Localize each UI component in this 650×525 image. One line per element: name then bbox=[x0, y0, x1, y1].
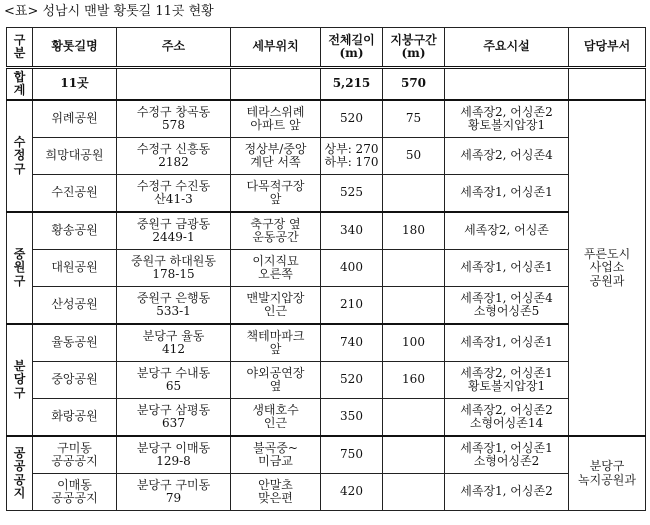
row-address: 분당구 삼평동 637 bbox=[117, 399, 231, 437]
district-bundang: 분 당 구 bbox=[7, 324, 33, 436]
header-detail: 세부위치 bbox=[231, 28, 321, 68]
row-facilities: 세족장2, 어싱존2 황토볼지압장1 bbox=[445, 100, 569, 138]
row-name: 희망대공원 bbox=[33, 138, 117, 175]
row-address: 수정구 신흥동 2182 bbox=[117, 138, 231, 175]
header-name: 황톳길명 bbox=[33, 28, 117, 68]
row-facilities: 세족장2, 어싱존2 소형어싱존14 bbox=[445, 399, 569, 437]
row-wet-section bbox=[383, 474, 445, 511]
row-detail: 테라스위례 아파트 앞 bbox=[231, 100, 321, 138]
row-name: 율동공원 bbox=[33, 324, 117, 362]
row-wet-section: 160 bbox=[383, 362, 445, 399]
district-jungwon: 중 원 구 bbox=[7, 212, 33, 324]
dept-parks: 푸른도시 사업소 공원과 bbox=[569, 100, 646, 436]
row-address: 중원구 은행동 533-1 bbox=[117, 287, 231, 325]
row-address: 분당구 이매동 129-8 bbox=[117, 436, 231, 474]
row-facilities: 세족장2, 어싱존 bbox=[445, 212, 569, 250]
row-detail: 생태호수 인근 bbox=[231, 399, 321, 437]
row-length: 350 bbox=[321, 399, 383, 437]
row-address: 중원구 하대원동 178-15 bbox=[117, 250, 231, 287]
row-length: 420 bbox=[321, 474, 383, 511]
row-address: 분당구 구미동 79 bbox=[117, 474, 231, 511]
total-dept-empty bbox=[569, 68, 646, 101]
row-facilities: 세족장1, 어싱존4 소형어싱존5 bbox=[445, 287, 569, 325]
row-wet-section: 50 bbox=[383, 138, 445, 175]
total-detail-empty bbox=[231, 68, 321, 101]
row-name: 구미동 공공공지 bbox=[33, 436, 117, 474]
row-length: 520 bbox=[321, 100, 383, 138]
row-facilities: 세족장1, 어싱존1 bbox=[445, 250, 569, 287]
row-length: 740 bbox=[321, 324, 383, 362]
header-address: 주소 bbox=[117, 28, 231, 68]
row-name: 황송공원 bbox=[33, 212, 117, 250]
header-length: 전체길이 (m) bbox=[321, 28, 383, 68]
total-count: 11곳 bbox=[33, 68, 117, 101]
row-length: 525 bbox=[321, 175, 383, 213]
row-wet-section bbox=[383, 399, 445, 437]
row-wet-section bbox=[383, 287, 445, 325]
row-length: 400 bbox=[321, 250, 383, 287]
row-facilities: 세족장1, 어싱존1 소형어싱존2 bbox=[445, 436, 569, 474]
row-wet-section bbox=[383, 436, 445, 474]
row-length: 520 bbox=[321, 362, 383, 399]
row-name: 중앙공원 bbox=[33, 362, 117, 399]
row-detail: 축구장 옆 운동공간 bbox=[231, 212, 321, 250]
table-caption: <표> 성남시 맨발 황톳길 11곳 현황 bbox=[4, 4, 214, 19]
row-address: 분당구 율동 412 bbox=[117, 324, 231, 362]
row-detail: 책테마파크 앞 bbox=[231, 324, 321, 362]
row-wet-section: 100 bbox=[383, 324, 445, 362]
total-label: 합 계 bbox=[7, 68, 33, 101]
header-facilities: 주요시설 bbox=[445, 28, 569, 68]
total-length: 5,215 bbox=[321, 68, 383, 101]
header-wet-section: 지붕구간 (m) bbox=[383, 28, 445, 68]
header-district: 구 분 bbox=[7, 28, 33, 68]
row-detail: 불곡중~ 미금교 bbox=[231, 436, 321, 474]
header-dept: 담당부서 bbox=[569, 28, 646, 68]
row-wet-section bbox=[383, 250, 445, 287]
row-length: 340 bbox=[321, 212, 383, 250]
row-detail: 야외공연장 옆 bbox=[231, 362, 321, 399]
total-address-empty bbox=[117, 68, 231, 101]
total-facilities-empty bbox=[445, 68, 569, 101]
row-wet-section bbox=[383, 175, 445, 213]
row-address: 중원구 금광동 2449-1 bbox=[117, 212, 231, 250]
district-sujeong: 수 정 구 bbox=[7, 100, 33, 212]
row-facilities: 세족장2, 어싱존4 bbox=[445, 138, 569, 175]
row-facilities: 세족장1, 어싱존1 bbox=[445, 175, 569, 213]
park-trail-table bbox=[6, 27, 646, 511]
row-detail: 다목적구장 앞 bbox=[231, 175, 321, 213]
row-name: 이매동 공공공지 bbox=[33, 474, 117, 511]
row-length: 750 bbox=[321, 436, 383, 474]
row-length: 210 bbox=[321, 287, 383, 325]
row-name: 화랑공원 bbox=[33, 399, 117, 437]
total-wet-section: 570 bbox=[383, 68, 445, 101]
row-name: 위례공원 bbox=[33, 100, 117, 138]
row-detail: 맨발지압장 인근 bbox=[231, 287, 321, 325]
row-facilities: 세족장1, 어싱존2 bbox=[445, 474, 569, 511]
row-address: 분당구 수내동 65 bbox=[117, 362, 231, 399]
row-address: 수정구 수진동 산41-3 bbox=[117, 175, 231, 213]
row-name: 산성공원 bbox=[33, 287, 117, 325]
district-public-land: 공 공 공 지 bbox=[7, 436, 33, 511]
row-facilities: 세족장1, 어싱존1 bbox=[445, 324, 569, 362]
row-name: 대원공원 bbox=[33, 250, 117, 287]
row-name: 수진공원 bbox=[33, 175, 117, 213]
row-detail: 정상부/중앙 계단 서쪽 bbox=[231, 138, 321, 175]
row-address: 수정구 창곡동 578 bbox=[117, 100, 231, 138]
row-facilities: 세족장2, 어싱존1 황토볼지압장1 bbox=[445, 362, 569, 399]
row-detail: 안말초 맞은편 bbox=[231, 474, 321, 511]
row-wet-section: 75 bbox=[383, 100, 445, 138]
row-length: 상부: 270 하부: 170 bbox=[321, 138, 383, 175]
dept-bundang: 분당구 녹지공원과 bbox=[569, 436, 646, 511]
row-wet-section: 180 bbox=[383, 212, 445, 250]
row-detail: 이지직묘 오른쪽 bbox=[231, 250, 321, 287]
